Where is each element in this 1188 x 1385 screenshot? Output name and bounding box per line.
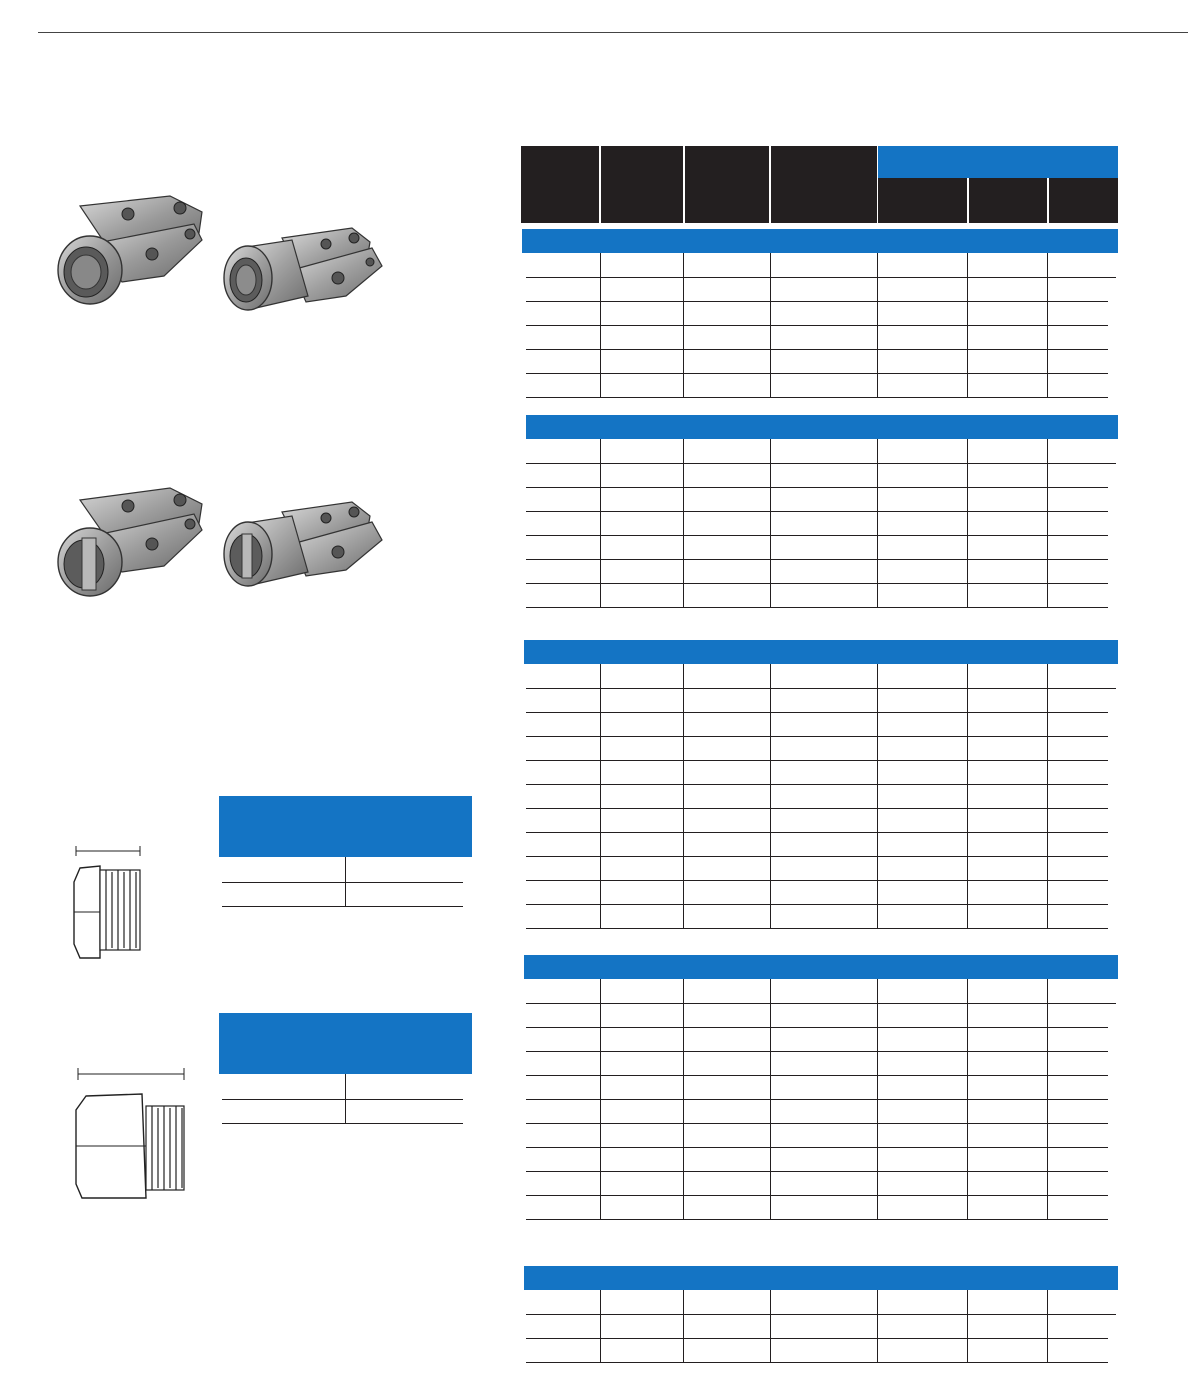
column-divider bbox=[1047, 664, 1048, 929]
column-divider bbox=[683, 439, 684, 608]
spec-section-1 bbox=[522, 229, 1118, 399]
column-divider bbox=[967, 253, 968, 398]
table-row bbox=[526, 1219, 1108, 1220]
column-divider bbox=[877, 664, 878, 929]
column-divider bbox=[877, 439, 878, 608]
table-row bbox=[526, 1171, 1108, 1172]
table-row bbox=[526, 1075, 1108, 1076]
table-row bbox=[526, 349, 1108, 350]
table-row bbox=[526, 583, 1108, 584]
table-row bbox=[526, 1362, 1108, 1363]
hex-plug-large-icon bbox=[72, 1066, 196, 1202]
section-band bbox=[524, 955, 1118, 979]
column-divider bbox=[600, 439, 601, 608]
column-divider bbox=[1047, 979, 1048, 1220]
header-col-4 bbox=[771, 146, 877, 223]
header-group-band bbox=[878, 146, 1118, 178]
column-divider bbox=[683, 253, 684, 398]
table-row bbox=[526, 463, 1116, 464]
header-col-1 bbox=[521, 146, 599, 223]
spec-section-4 bbox=[522, 955, 1118, 1221]
table-row bbox=[526, 487, 1108, 488]
column-divider bbox=[877, 979, 878, 1220]
table-row bbox=[526, 832, 1108, 833]
column-divider bbox=[683, 664, 684, 929]
header-sub-col-1 bbox=[878, 178, 967, 223]
column-divider bbox=[877, 253, 878, 398]
table-row bbox=[526, 1338, 1108, 1339]
column-divider bbox=[600, 979, 601, 1220]
table-row bbox=[526, 688, 1116, 689]
header-col-3 bbox=[685, 146, 769, 223]
table-row bbox=[526, 880, 1108, 881]
column-divider bbox=[770, 1290, 771, 1363]
table-row bbox=[526, 1147, 1108, 1148]
threaded-clevis-small-icon bbox=[222, 226, 390, 322]
column-divider bbox=[877, 1290, 878, 1363]
table-row bbox=[526, 736, 1108, 737]
table-row bbox=[526, 535, 1108, 536]
quick-connect-clevis-large-icon bbox=[52, 486, 212, 602]
table-row bbox=[526, 1123, 1108, 1124]
header-col-2 bbox=[601, 146, 683, 223]
table-row bbox=[526, 856, 1108, 857]
small-table-2-header bbox=[219, 1013, 472, 1074]
spec-section-3 bbox=[522, 640, 1118, 930]
column-divider bbox=[770, 439, 771, 608]
small-table-1 bbox=[219, 796, 472, 910]
table-row bbox=[526, 928, 1108, 929]
table-row bbox=[526, 808, 1108, 809]
column-divider bbox=[1047, 253, 1048, 398]
section-band bbox=[524, 640, 1118, 664]
threaded-clevis-large-icon bbox=[52, 192, 212, 312]
small-table-1-header bbox=[219, 796, 472, 857]
table-row bbox=[526, 1003, 1116, 1004]
column-divider bbox=[770, 664, 771, 929]
spec-section-5 bbox=[522, 1266, 1118, 1364]
column-divider bbox=[600, 1290, 601, 1363]
section-band bbox=[526, 415, 1118, 439]
table-row bbox=[526, 904, 1108, 905]
table-row bbox=[526, 760, 1108, 761]
column-divider bbox=[770, 979, 771, 1220]
hex-plug-small-icon bbox=[70, 840, 160, 966]
header-sub-col-2 bbox=[969, 178, 1047, 223]
table-row bbox=[526, 301, 1108, 302]
small-table-2-col-line bbox=[345, 1074, 346, 1124]
column-divider bbox=[683, 1290, 684, 1363]
small-table-2 bbox=[219, 1013, 472, 1127]
table-row bbox=[526, 559, 1108, 560]
section-band bbox=[522, 229, 1118, 253]
small-table-1-row-line bbox=[222, 906, 463, 907]
header-sub-col-3 bbox=[1049, 178, 1118, 223]
column-divider bbox=[683, 979, 684, 1220]
spec-section-2 bbox=[522, 415, 1118, 609]
column-divider bbox=[967, 1290, 968, 1363]
small-table-2-row-line bbox=[222, 1123, 463, 1124]
small-table-2-row-line bbox=[222, 1099, 463, 1100]
column-divider bbox=[967, 439, 968, 608]
table-row bbox=[526, 1314, 1116, 1315]
table-row bbox=[526, 1051, 1108, 1052]
column-divider bbox=[967, 979, 968, 1220]
column-divider bbox=[1047, 439, 1048, 608]
table-row bbox=[526, 277, 1116, 278]
section-band bbox=[524, 1266, 1118, 1290]
table-row bbox=[526, 325, 1108, 326]
quick-connect-clevis-small-icon bbox=[222, 500, 390, 600]
small-table-1-col-line bbox=[345, 857, 346, 907]
column-divider bbox=[1047, 1290, 1048, 1363]
table-row bbox=[526, 511, 1108, 512]
table-row bbox=[526, 607, 1108, 608]
table-row bbox=[526, 712, 1108, 713]
small-table-1-row-line bbox=[222, 882, 463, 883]
table-row bbox=[526, 784, 1108, 785]
column-divider bbox=[600, 664, 601, 929]
top-rule bbox=[38, 32, 1188, 33]
column-divider bbox=[600, 253, 601, 398]
table-row bbox=[526, 1027, 1108, 1028]
column-divider bbox=[967, 664, 968, 929]
column-divider bbox=[770, 253, 771, 398]
table-row bbox=[526, 373, 1108, 374]
table-row bbox=[526, 1195, 1108, 1196]
table-row bbox=[526, 1099, 1108, 1100]
table-row bbox=[526, 397, 1108, 398]
spec-table-header bbox=[521, 146, 1118, 223]
